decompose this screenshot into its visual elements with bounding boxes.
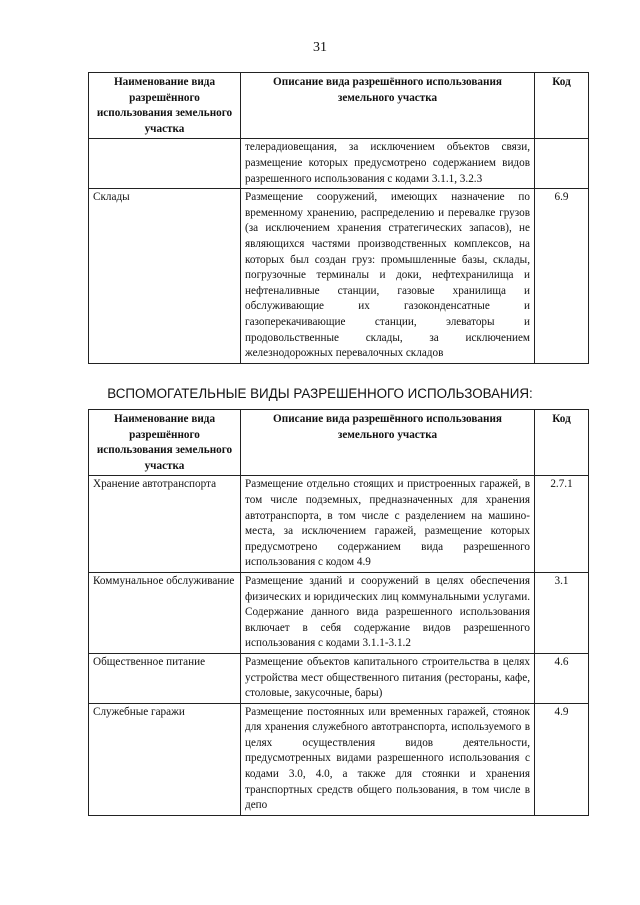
row-code: 6.9 xyxy=(535,189,589,364)
row-description: Размещение сооружений, имеющих назначение по временному хранению, распределению и перевалке грузов (за исключением хранения стратегических запасов), не являющихся частями производственных комплексов, на которых был создан груз: промышленные базы, склады, погрузочные терминалы и доки, нефтехранилища и нефтеналивные станции, газовые хранилища и обслуживающие их газоконденсатные и газоперекачивающие станции, элеваторы и продовольственные склады, за исключением железнодорожных перевалочных складов xyxy=(241,189,535,364)
table-header-row xyxy=(89,73,589,139)
row-code: 4.6 xyxy=(535,653,589,703)
row-description: Размещение объектов капитального строительства в целях устройства мест общественного питания (рестораны, кафе, столовые, закусочные, бары) xyxy=(241,653,535,703)
table-row xyxy=(89,189,589,364)
header-name: Наименование вида разрешённого использования земельного участка xyxy=(89,410,241,476)
row-code xyxy=(535,139,589,189)
header-description: Описание вида разрешённого использования земельного участка xyxy=(241,410,535,476)
page-number: 31 xyxy=(313,40,327,55)
header-code: Код xyxy=(535,73,589,139)
row-name: Общественное питание xyxy=(89,653,241,703)
table-row xyxy=(89,476,589,573)
row-description: телерадиовещания, за исключением объектов связи, размещение которых предусмотрено содержанием видов разрешенного использования с кодами 3.1.1, 3.2.3 xyxy=(241,139,535,189)
section-title: ВСПОМОГАТЕЛЬНЫЕ ВИДЫ РАЗРЕШЕННОГО ИСПОЛЬЗОВАНИЯ: xyxy=(107,386,533,401)
row-description: Размещение постоянных или временных гаражей, стоянок для хранения служебного автотранспорта, используемого в целях осуществления видов деятельности, предусмотренных видами разрешенного использования с кодами 3.0, 4.0, а также для стоянки и хранения транспортных средств общего пользования, в том числе в депо xyxy=(241,703,535,815)
header-description: Описание вида разрешённого использования земельного участка xyxy=(241,73,535,139)
row-code: 4.9 xyxy=(535,703,589,815)
row-code: 2.7.1 xyxy=(535,476,589,573)
table-row xyxy=(89,703,589,815)
table-row xyxy=(89,139,589,189)
row-name: Служебные гаражи xyxy=(89,703,241,815)
row-description: Размещение зданий и сооружений в целях обеспечения физических и юридических лиц коммунальными услугами. Содержание данного вида разрешенного использования включает в себя содержание видов разрешенного использования с кодами 3.1.1-3.1.2 xyxy=(241,572,535,653)
land-use-table-main xyxy=(88,72,589,364)
table-header-row xyxy=(89,410,589,476)
row-code: 3.1 xyxy=(535,572,589,653)
land-use-table-auxiliary xyxy=(88,409,589,816)
row-name xyxy=(89,139,241,189)
row-description: Размещение отдельно стоящих и пристроенных гаражей, в том числе подземных, предназначенных для хранения автотранспорта, в том числе с разделением на машино-места, за исключением гаражей, размещение которых предусмотрено содержанием вида разрешенного использования с кодом 4.9 xyxy=(241,476,535,573)
row-name: Хранение автотранспорта xyxy=(89,476,241,573)
table-row xyxy=(89,653,589,703)
row-name: Склады xyxy=(89,189,241,364)
header-code: Код xyxy=(535,410,589,476)
table-row xyxy=(89,572,589,653)
row-name: Коммунальное обслуживание xyxy=(89,572,241,653)
header-name: Наименование вида разрешённого использования земельного участка xyxy=(89,73,241,139)
